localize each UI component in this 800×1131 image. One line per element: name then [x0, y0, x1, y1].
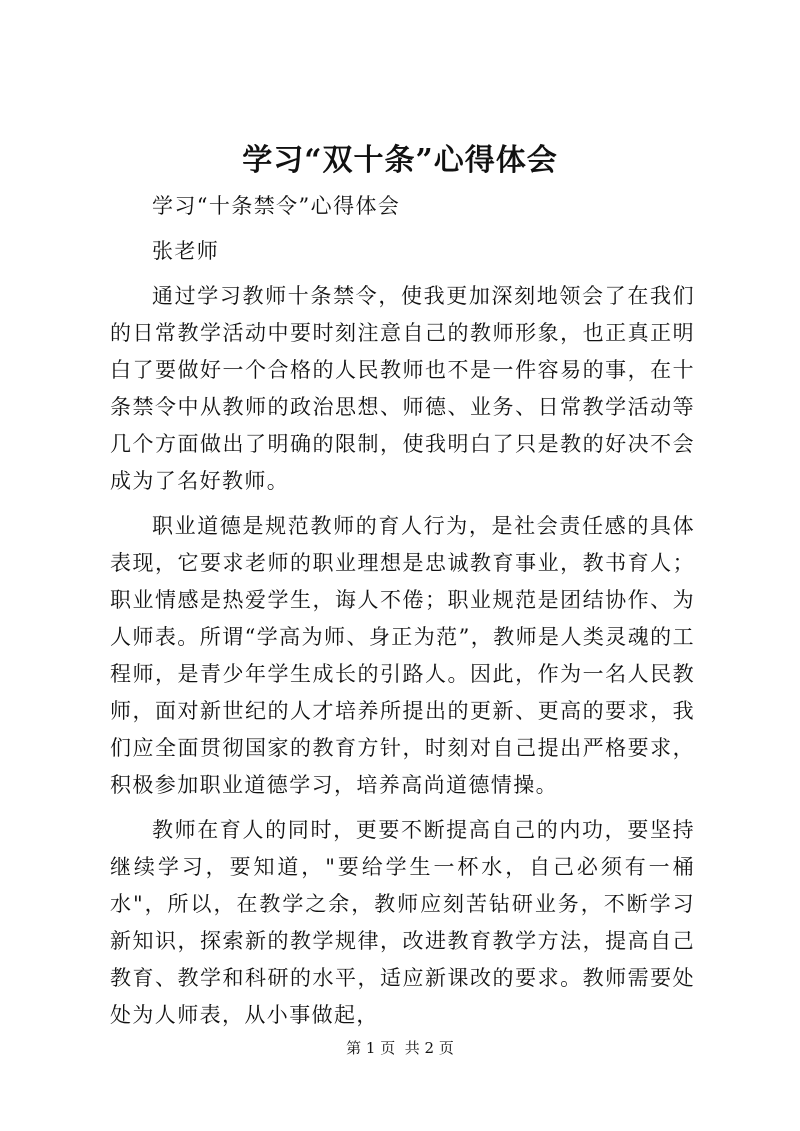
author-line: 张老师	[152, 239, 220, 263]
paragraph-1: 通过学习教师十条禁令，使我更加深刻地领会了在我们的日常教学活动中要时刻注意自己的教师形象，也正真正明白了要做好一个合格的人民教师也不是一件容易的事，在十条禁令中从教师的政治思想、师德、业务、日常教学活动等几个方面做出了明确的限制，使我明白了只是教的好决不会成为了名好教师。	[110, 284, 695, 493]
page-footer: 第 1 页 共 2 页	[346, 1039, 454, 1057]
document-body	[110, 188, 695, 1034]
document-title: 学习“双十条”心得体会	[242, 143, 558, 178]
paragraph-2: 职业道德是规范教师的育人行为，是社会责任感的具体表现，它要求老师的职业理想是忠诚教育事业，教书育人；职业情感是热爱学生，诲人不倦；职业规范是团结协作、为人师表。所谓“学高为师、身正为范”，教师是人类灵魂的工程师，是青少年学生成长的引路人。因此，作为一名人民教师，面对新世纪的人才培养所提出的更新、更高的要求，我们应全面贯彻国家的教育方针，时刻对自己提出严格要求，积极参加职业道德学习，培养高尚道德情操。	[110, 514, 695, 797]
subtitle-line: 学习“十条禁令”心得体会	[152, 194, 401, 218]
paragraph-3: 教师在育人的同时，更要不断提高自己的内功，要坚持继续学习，要知道，"要给学生一杯水，自己必须有一桶水"，所以，在教学之余，教师应刻苦钻研业务，不断学习新知识，探索新的教学规律，改进教育教学方法，提高自己教育、教学和科研的水平，适应新课改的要求。教师需要处处为人师表，从小事做起，	[110, 818, 695, 1027]
